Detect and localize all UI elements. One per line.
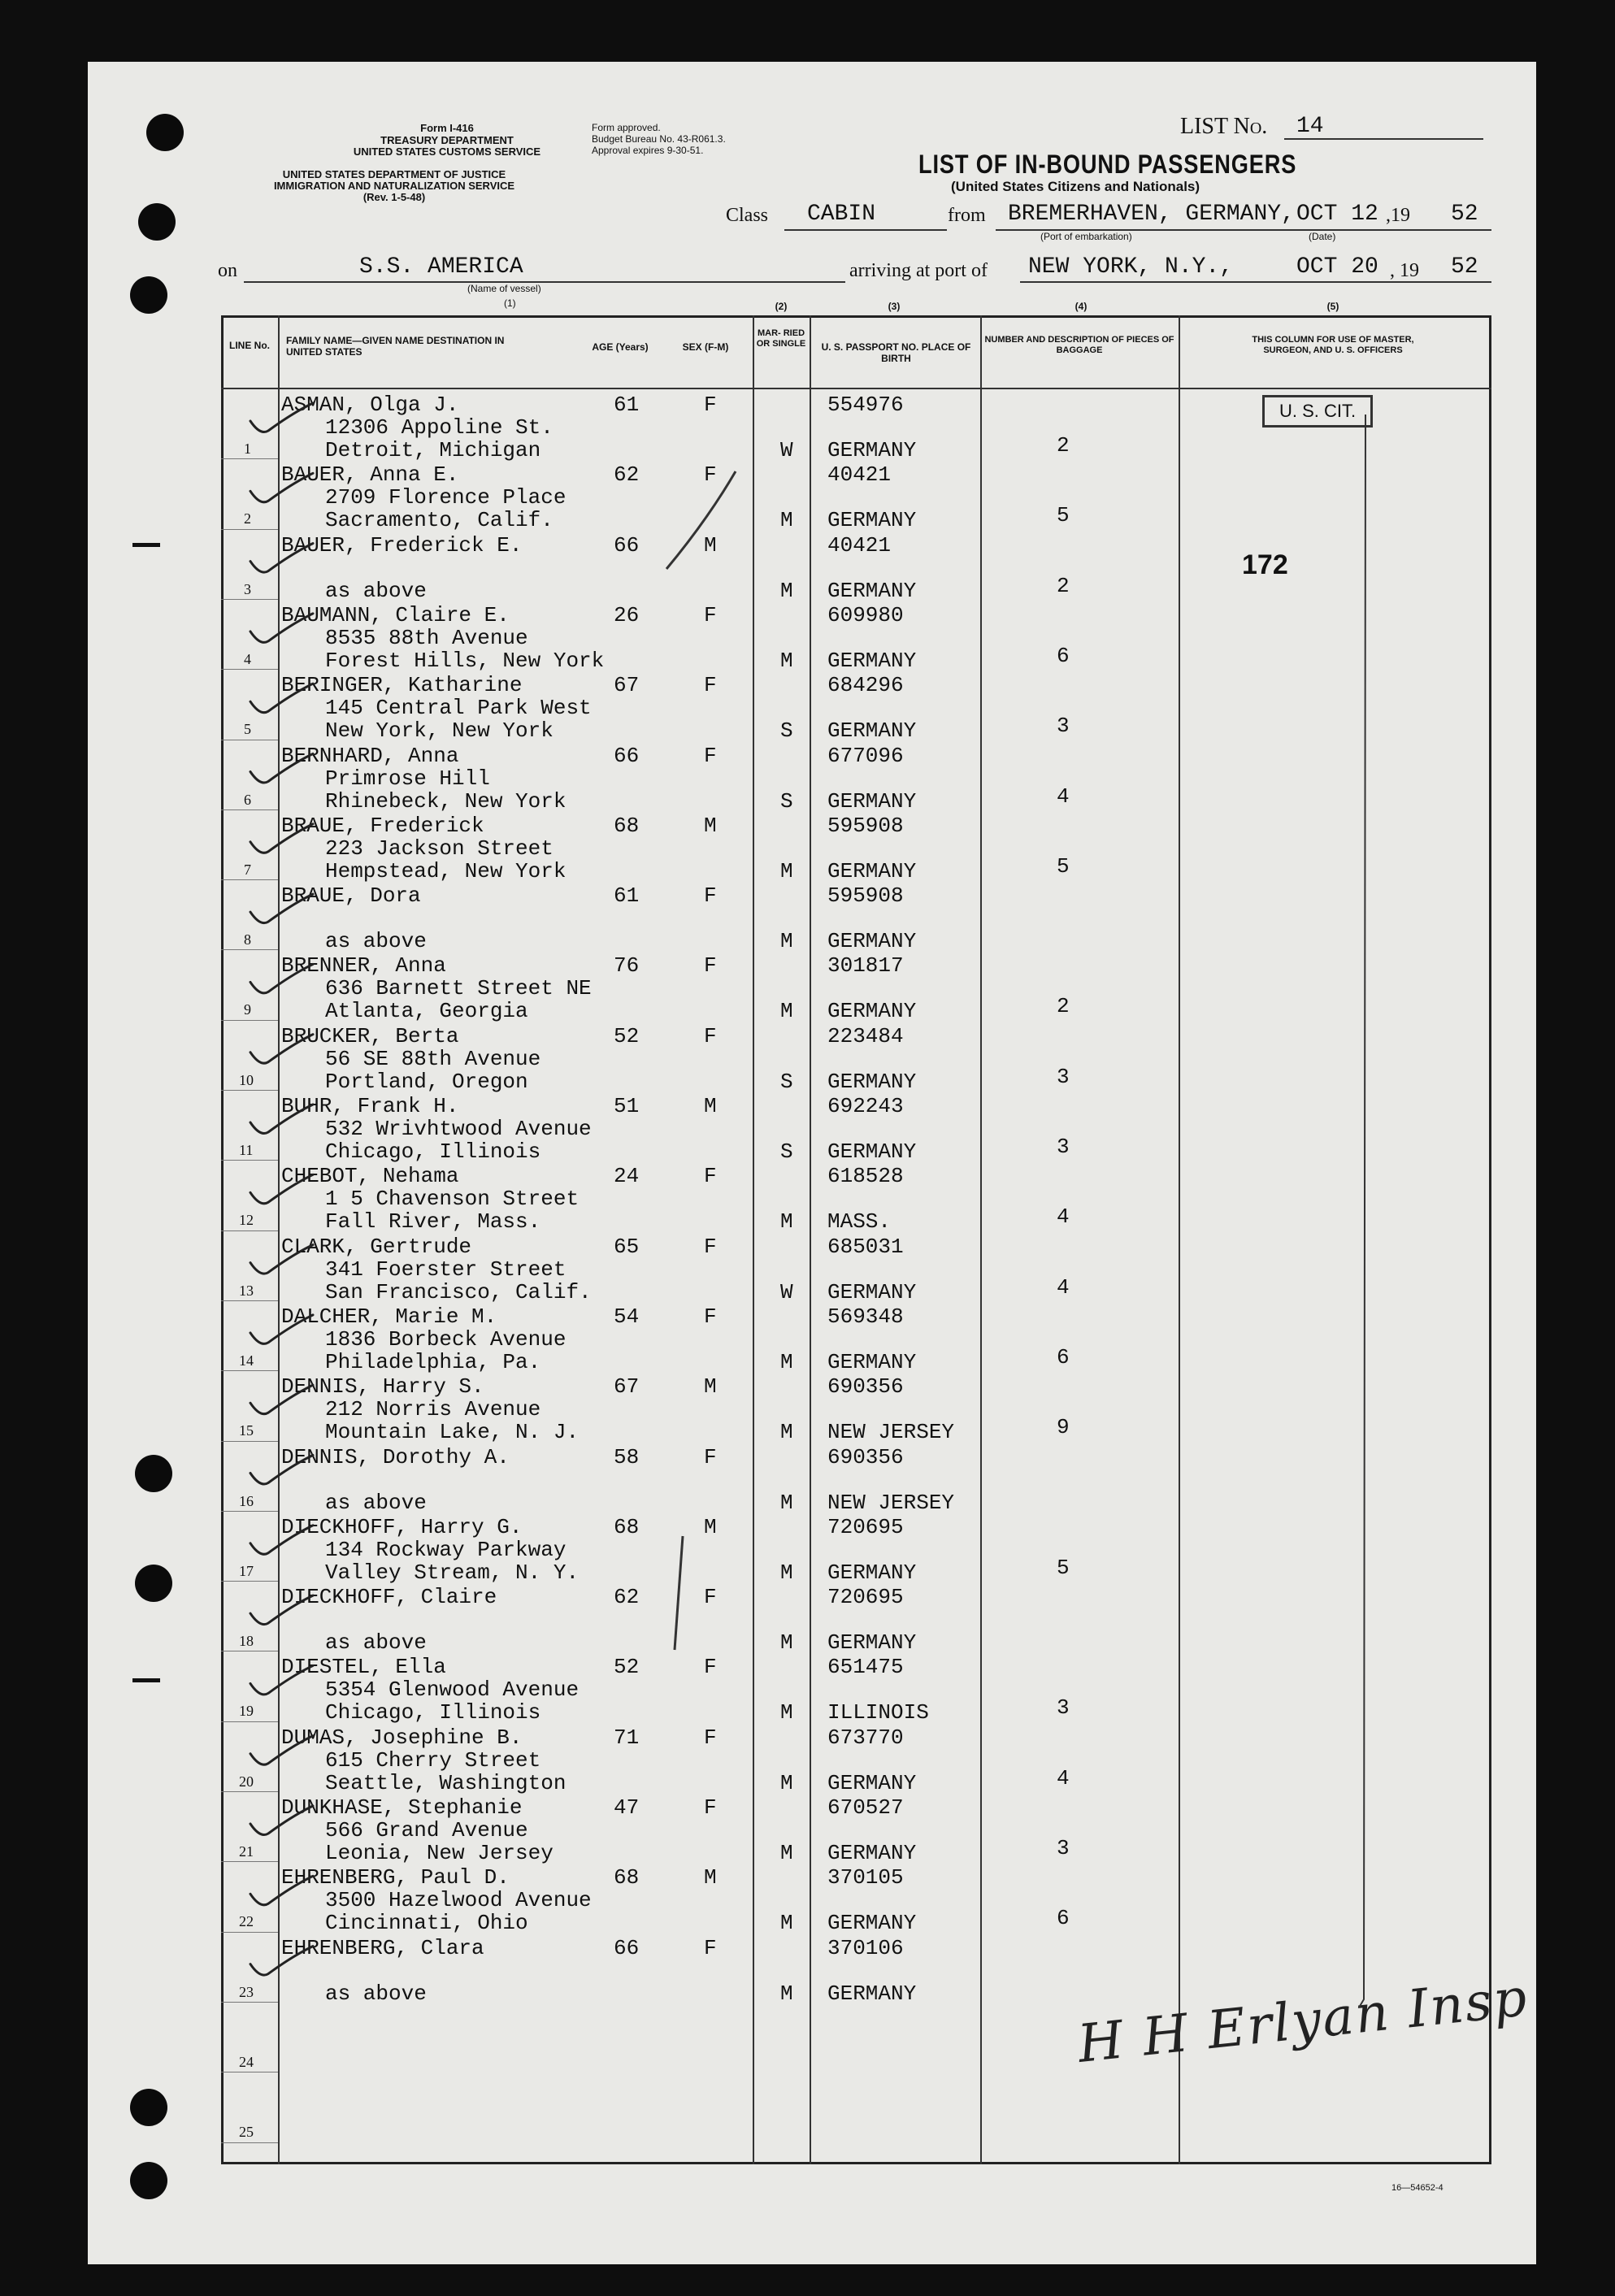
passenger-name: DIESTEL, Ella <box>281 1655 446 1680</box>
passenger-name: ASMAN, Olga J. <box>281 393 459 417</box>
check-mark <box>250 894 313 923</box>
baggage-count: 5 <box>1057 503 1070 528</box>
marital-status: M <box>780 1841 793 1865</box>
form-subtitle: (United States Citizens and Nationals) <box>951 179 1200 194</box>
passenger-age: 26 <box>614 602 640 627</box>
place-of-birth: GERMANY <box>827 1349 917 1374</box>
check-mark <box>250 614 313 643</box>
check-mark <box>250 1947 313 1976</box>
row-line-number: 13 <box>239 1282 254 1299</box>
passenger-sex: M <box>704 532 717 558</box>
passenger-name: DIECKHOFF, Claire <box>281 1585 497 1610</box>
address-street: 12306 Appoline St. <box>325 415 554 440</box>
marital-status: M <box>780 508 793 533</box>
row-line-number: 2 <box>244 510 251 527</box>
baggage-count: 3 <box>1057 1836 1070 1860</box>
passenger-sex: F <box>704 1585 717 1610</box>
passenger-sex: M <box>704 1374 717 1400</box>
passenger-age: 66 <box>614 1935 640 1960</box>
col-baggage: NUMBER AND DESCRIPTION OF PIECES OF BAGGAGE <box>984 335 1174 355</box>
passport-number: 595908 <box>827 813 904 838</box>
passenger-age: 24 <box>614 1164 640 1189</box>
passenger-name: BRAUE, Dora <box>281 883 421 909</box>
address-street: Primrose Hill <box>325 766 490 791</box>
row-line-number: 11 <box>239 1142 254 1158</box>
passenger-sex: F <box>704 673 717 698</box>
passenger-name: BAUMANN, Claire E. <box>281 602 510 627</box>
place-of-birth: GERMANY <box>827 718 917 744</box>
form-number: Form I-416 <box>420 122 474 134</box>
address-city: as above <box>325 1981 427 2006</box>
address-city: Seattle, Washington <box>325 1770 567 1795</box>
row-line-number: 8 <box>244 931 251 948</box>
marital-status: M <box>780 1560 793 1585</box>
passport-number: 301817 <box>827 953 904 979</box>
passenger-name: CHEBOT, Nehama <box>281 1164 459 1189</box>
passenger-age: 67 <box>614 1374 640 1400</box>
vessel-caption: (Name of vessel) <box>467 283 541 294</box>
place-of-birth: GERMANY <box>827 1630 917 1656</box>
passenger-age: 62 <box>614 1585 640 1610</box>
check-mark <box>250 1736 313 1765</box>
passport-number: 692243 <box>827 1094 904 1118</box>
arrival-year-prefix: , 19 <box>1390 260 1419 281</box>
check-mark <box>250 1105 313 1134</box>
row-line-number: 19 <box>239 1703 254 1720</box>
dept-customs: UNITED STATES CUSTOMS SERVICE <box>353 145 541 158</box>
address-street: 223 Jackson Street <box>325 836 554 861</box>
row-line-number: 10 <box>239 1071 254 1088</box>
place-of-birth: GERMANY <box>827 999 917 1024</box>
passenger-name: DENNIS, Dorothy A. <box>281 1444 510 1469</box>
vessel-colnum: (1) <box>504 297 516 309</box>
place-of-birth: GERMANY <box>827 578 917 603</box>
address-street: 5354 Glenwood Avenue <box>325 1678 580 1703</box>
row-line-number: 14 <box>239 1352 254 1369</box>
check-mark <box>250 1385 313 1414</box>
marital-status: S <box>780 1069 793 1094</box>
arriving-label: arriving at port of <box>849 260 988 281</box>
passport-number: 670527 <box>827 1795 904 1820</box>
hand-stroke <box>666 471 736 569</box>
row-line-number: 18 <box>239 1633 254 1650</box>
address-city: Detroit, Michigan <box>325 438 541 462</box>
passenger-name: BUHR, Frank H. <box>281 1094 459 1118</box>
passenger-sex: F <box>704 462 717 488</box>
passenger-age: 65 <box>614 1234 640 1259</box>
marital-status: S <box>780 1139 793 1164</box>
col-officers-num: (5) <box>1326 301 1339 312</box>
passenger-age: 52 <box>614 1655 640 1680</box>
passport-number: 690356 <box>827 1374 904 1400</box>
marital-status: M <box>780 929 793 954</box>
passport-number: 690356 <box>827 1444 904 1469</box>
address-city: as above <box>325 1630 427 1656</box>
passenger-age: 52 <box>614 1023 640 1048</box>
baggage-count: 9 <box>1057 1415 1070 1440</box>
marital-status: M <box>780 1770 793 1795</box>
form-revision: (Rev. 1-5-48) <box>363 191 426 203</box>
place-of-birth: GERMANY <box>827 508 917 533</box>
address-city: Forest Hills, New York <box>325 648 605 673</box>
dept-immigration: IMMIGRATION AND NATURALIZATION SERVICE <box>273 180 515 192</box>
passenger-age: 66 <box>614 743 640 768</box>
passenger-sex: F <box>704 743 717 768</box>
col-baggage-num: (4) <box>1074 301 1088 312</box>
list-no-value: 14 <box>1296 114 1324 139</box>
check-mark <box>250 1526 313 1555</box>
officer-number: 172 <box>1242 549 1288 580</box>
place-of-birth: GERMANY <box>827 1139 917 1164</box>
embarkation-port: BREMERHAVEN, GERMANY, <box>1008 202 1295 227</box>
baggage-count: 4 <box>1057 1274 1070 1300</box>
passenger-name: DUNKHASE, Stephanie <box>281 1795 523 1820</box>
inspector-signature: H H Erlyan Insp <box>1074 1968 1531 2075</box>
baggage-count: 3 <box>1057 1135 1070 1159</box>
address-street: 341 Foerster Street <box>325 1257 567 1282</box>
passenger-age: 68 <box>614 813 640 838</box>
col-married: MAR- RIED OR SINGLE <box>756 328 806 349</box>
passenger-sex: F <box>704 1444 717 1469</box>
address-city: Fall River, Mass. <box>325 1209 541 1235</box>
row-line-number: 16 <box>239 1492 254 1509</box>
address-city: Valley Stream, N. Y. <box>325 1560 580 1585</box>
passport-number: 609980 <box>827 602 904 627</box>
address-street: 532 Wrivhtwood Avenue <box>325 1117 592 1141</box>
row-line-number: 24 <box>239 2053 254 2070</box>
port-caption: (Port of embarkation) <box>1040 231 1132 242</box>
passenger-name: DUMAS, Josephine B. <box>281 1725 523 1750</box>
check-mark <box>250 544 313 573</box>
arrival-year: 52 <box>1451 254 1478 280</box>
baggage-count: 3 <box>1057 1064 1070 1089</box>
passenger-sex: F <box>704 1023 717 1048</box>
check-mark <box>250 964 313 993</box>
marital-status: M <box>780 999 793 1024</box>
check-mark <box>250 1595 313 1625</box>
check-mark <box>250 1876 313 1905</box>
passport-number: 684296 <box>827 673 904 698</box>
passenger-name: EHRENBERG, Paul D. <box>281 1865 510 1890</box>
marital-status: M <box>780 858 793 883</box>
passenger-sex: F <box>704 1655 717 1680</box>
passenger-sex: F <box>704 883 717 909</box>
address-street: 8535 88th Avenue <box>325 625 528 650</box>
passenger-name: EHRENBERG, Clara <box>281 1935 484 1960</box>
place-of-birth: GERMANY <box>827 1279 917 1304</box>
passenger-sex: F <box>704 1935 717 1960</box>
address-city: Chicago, Illinois <box>325 1700 541 1725</box>
from-label: from <box>948 205 986 226</box>
row-line-number: 7 <box>244 861 251 878</box>
embarkation-date: OCT 12 <box>1296 202 1378 227</box>
passport-number: 673770 <box>827 1725 904 1750</box>
check-mark <box>250 1806 313 1835</box>
place-of-birth: NEW JERSEY <box>827 1490 955 1515</box>
address-city: Portland, Oregon <box>325 1069 528 1094</box>
passenger-name: BRAUE, Frederick <box>281 813 484 838</box>
baggage-count: 2 <box>1057 433 1070 458</box>
col-passport: U. S. PASSPORT NO. PLACE OF BIRTH <box>821 341 971 364</box>
check-mark <box>250 1035 313 1064</box>
place-of-birth: GERMANY <box>827 1841 917 1865</box>
address-city: as above <box>325 929 427 954</box>
passport-number: 677096 <box>827 743 904 768</box>
baggage-count: 2 <box>1057 573 1070 598</box>
check-mark <box>250 473 313 502</box>
address-street: 2709 Florence Place <box>325 485 567 510</box>
approval-expires: Approval expires 9-30-51. <box>592 145 704 156</box>
list-no-label: LIST No. <box>1180 114 1268 139</box>
passenger-age: 47 <box>614 1795 640 1820</box>
address-city: Atlanta, Georgia <box>325 999 528 1024</box>
marital-status: S <box>780 718 793 744</box>
address-city: Philadelphia, Pa. <box>325 1349 541 1374</box>
arrival-date: OCT 20 <box>1296 254 1378 280</box>
address-street: 3500 Hazelwood Avenue <box>325 1888 592 1913</box>
passenger-sex: F <box>704 1234 717 1259</box>
passenger-sex: F <box>704 1795 717 1820</box>
address-city: Leonia, New Jersey <box>325 1841 554 1865</box>
row-line-number: 12 <box>239 1212 254 1229</box>
passenger-age: 58 <box>614 1444 640 1469</box>
form-title: LIST OF IN-BOUND PASSENGERS <box>918 150 1297 179</box>
passport-number: 720695 <box>827 1585 904 1610</box>
row-line-number: 22 <box>239 1913 254 1930</box>
address-street: 212 Norris Avenue <box>325 1397 541 1422</box>
address-street: 566 Grand Avenue <box>325 1818 528 1842</box>
marital-status: W <box>780 1279 793 1304</box>
form-approved: Form approved. <box>592 122 661 133</box>
row-line-number: 23 <box>239 1983 254 2000</box>
passport-number: 651475 <box>827 1655 904 1680</box>
passenger-sex: F <box>704 1304 717 1329</box>
place-of-birth: GERMANY <box>827 858 917 883</box>
passenger-age: 76 <box>614 953 640 979</box>
dept-justice: UNITED STATES DEPARTMENT OF JUSTICE <box>282 168 506 180</box>
address-city: as above <box>325 1490 427 1515</box>
marital-status: M <box>780 1981 793 2006</box>
passenger-age: 62 <box>614 462 640 488</box>
passport-number: 618528 <box>827 1164 904 1189</box>
hand-stroke <box>1359 414 1365 2007</box>
marital-status: M <box>780 1700 793 1725</box>
passenger-sex: M <box>704 1094 717 1118</box>
passenger-age: 61 <box>614 883 640 909</box>
marital-status: M <box>780 648 793 673</box>
baggage-count: 6 <box>1057 643 1070 668</box>
passenger-age: 61 <box>614 393 640 417</box>
us-citizen-stamp: U. S. CIT. <box>1262 395 1373 428</box>
check-mark <box>250 403 313 432</box>
place-of-birth: ILLINOIS <box>827 1700 929 1725</box>
row-line-number: 25 <box>239 2124 254 2141</box>
row-line-number: 1 <box>244 441 251 457</box>
address-city: New York, New York <box>325 718 554 744</box>
place-of-birth: GERMANY <box>827 1560 917 1585</box>
address-city: Sacramento, Calif. <box>325 508 554 533</box>
passenger-age: 71 <box>614 1725 640 1750</box>
baggage-count: 5 <box>1057 1555 1070 1580</box>
marital-status: M <box>780 1911 793 1936</box>
address-street: 1836 Borbeck Avenue <box>325 1326 567 1352</box>
place-of-birth: GERMANY <box>827 929 917 954</box>
place-of-birth: GERMANY <box>827 438 917 462</box>
passport-number: 569348 <box>827 1304 904 1329</box>
embarkation-year: 52 <box>1451 202 1478 227</box>
row-line-number: 4 <box>244 650 251 667</box>
row-line-number: 15 <box>239 1422 254 1439</box>
col-age: AGE (Years) <box>592 341 649 353</box>
address-street: 615 Cherry Street <box>325 1747 541 1773</box>
passenger-sex: M <box>704 1865 717 1890</box>
passport-number: 223484 <box>827 1023 904 1048</box>
passport-number: 595908 <box>827 883 904 909</box>
col-sex: SEX (F-M) <box>682 341 729 353</box>
footer-code: 16—54652-4 <box>1391 2183 1444 2193</box>
col-married-num: (2) <box>775 301 788 312</box>
col-officers: THIS COLUMN FOR USE OF MASTER, SURGEON, AND U. S. OFFICERS <box>1252 335 1414 355</box>
address-city: San Francisco, Calif. <box>325 1279 592 1304</box>
marital-status: M <box>780 578 793 603</box>
marital-status: M <box>780 1420 793 1445</box>
place-of-birth: GERMANY <box>827 1981 917 2006</box>
hand-stroke <box>675 1536 683 1650</box>
place-of-birth: GERMANY <box>827 1770 917 1795</box>
passenger-sex: F <box>704 953 717 979</box>
marital-status: M <box>780 1490 793 1515</box>
address-city: Hempstead, New York <box>325 858 567 883</box>
class-label: Class <box>726 205 769 226</box>
passenger-name: BRENNER, Anna <box>281 953 446 979</box>
place-of-birth: GERMANY <box>827 788 917 814</box>
baggage-count: 6 <box>1057 1344 1070 1369</box>
row-line-number: 5 <box>244 721 251 738</box>
col-passport-num: (3) <box>888 301 901 312</box>
check-mark <box>250 1456 313 1485</box>
check-mark <box>250 824 313 853</box>
row-line-number: 21 <box>239 1843 254 1860</box>
date-caption: (Date) <box>1309 231 1336 242</box>
address-city: Cincinnati, Ohio <box>325 1911 528 1936</box>
passenger-sex: M <box>704 1514 717 1539</box>
passenger-age: 67 <box>614 673 640 698</box>
address-street: 636 Barnett Street NE <box>325 976 592 1001</box>
passenger-sex: F <box>704 393 717 417</box>
passenger-name: BAUER, Frederick E. <box>281 532 523 558</box>
place-of-birth: GERMANY <box>827 1069 917 1094</box>
marital-status: S <box>780 788 793 814</box>
passenger-sex: F <box>704 1164 717 1189</box>
address-city: Mountain Lake, N. J. <box>325 1420 580 1445</box>
passport-number: 720695 <box>827 1514 904 1539</box>
marital-status: M <box>780 1209 793 1235</box>
passenger-name: BERNHARD, Anna <box>281 743 459 768</box>
passenger-name: BRUCKER, Berta <box>281 1023 459 1048</box>
address-city: Chicago, Illinois <box>325 1139 541 1164</box>
col-line-no: LINE No. <box>229 340 270 351</box>
row-line-number: 3 <box>244 580 251 597</box>
baggage-count: 3 <box>1057 714 1070 739</box>
passport-number: 554976 <box>827 393 904 417</box>
row-line-number: 6 <box>244 791 251 808</box>
passport-number: 370105 <box>827 1865 904 1890</box>
baggage-count: 6 <box>1057 1906 1070 1931</box>
check-mark <box>250 684 313 713</box>
passenger-age: 66 <box>614 532 640 558</box>
passport-number: 40421 <box>827 532 892 558</box>
passport-number: 40421 <box>827 462 892 488</box>
address-street: 145 Central Park West <box>325 696 592 721</box>
passenger-age: 51 <box>614 1094 640 1118</box>
check-mark <box>250 1174 313 1204</box>
baggage-count: 4 <box>1057 1765 1070 1790</box>
row-line-number: 9 <box>244 1001 251 1018</box>
dept-treasury: TREASURY DEPARTMENT <box>380 134 514 146</box>
check-mark <box>250 1665 313 1695</box>
address-city: as above <box>325 578 427 603</box>
marital-status: M <box>780 1630 793 1656</box>
passenger-name: DENNIS, Harry S. <box>281 1374 484 1400</box>
on-label: on <box>218 260 237 281</box>
passenger-sex: F <box>704 1725 717 1750</box>
address-street: 56 SE 88th Avenue <box>325 1046 541 1071</box>
place-of-birth: GERMANY <box>827 1911 917 1936</box>
address-street: 134 Rockway Parkway <box>325 1537 567 1562</box>
baggage-count: 3 <box>1057 1695 1070 1721</box>
arrival-port: NEW YORK, N.Y., <box>1028 254 1234 280</box>
check-mark <box>250 1315 313 1344</box>
passport-number: 370106 <box>827 1935 904 1960</box>
passenger-name: DIECKHOFF, Harry G. <box>281 1514 523 1539</box>
passenger-name: BAUER, Anna E. <box>281 462 459 488</box>
place-of-birth: MASS. <box>827 1209 892 1235</box>
passenger-name: DALCHER, Marie M. <box>281 1304 497 1329</box>
marital-status: W <box>780 438 793 462</box>
baggage-count: 5 <box>1057 853 1070 879</box>
passenger-sex: M <box>704 813 717 838</box>
passenger-name: BERINGER, Katharine <box>281 673 523 698</box>
col-name: FAMILY NAME—GIVEN NAME DESTINATION IN UNITED STATES <box>286 335 505 358</box>
place-of-birth: NEW JERSEY <box>827 1420 955 1445</box>
baggage-count: 4 <box>1057 783 1070 809</box>
baggage-count: 4 <box>1057 1204 1070 1230</box>
passenger-age: 68 <box>614 1514 640 1539</box>
baggage-count: 2 <box>1057 994 1070 1019</box>
address-city: Rhinebeck, New York <box>325 788 567 814</box>
row-line-number: 20 <box>239 1773 254 1790</box>
embarkation-year-prefix: ,19 <box>1386 205 1410 226</box>
passenger-age: 54 <box>614 1304 640 1329</box>
passenger-name: CLARK, Gertrude <box>281 1234 472 1259</box>
budget-bureau: Budget Bureau No. 43-R061.3. <box>592 133 726 145</box>
row-line-number: 17 <box>239 1562 254 1579</box>
marital-status: M <box>780 1349 793 1374</box>
vessel-name: S.S. AMERICA <box>359 254 523 280</box>
passenger-age: 68 <box>614 1865 640 1890</box>
passenger-sex: F <box>704 602 717 627</box>
check-mark <box>250 1245 313 1274</box>
address-street: 1 5 Chavenson Street <box>325 1187 580 1212</box>
check-mark <box>250 754 313 783</box>
place-of-birth: GERMANY <box>827 648 917 673</box>
passport-number: 685031 <box>827 1234 904 1259</box>
class-value: CABIN <box>807 202 876 227</box>
